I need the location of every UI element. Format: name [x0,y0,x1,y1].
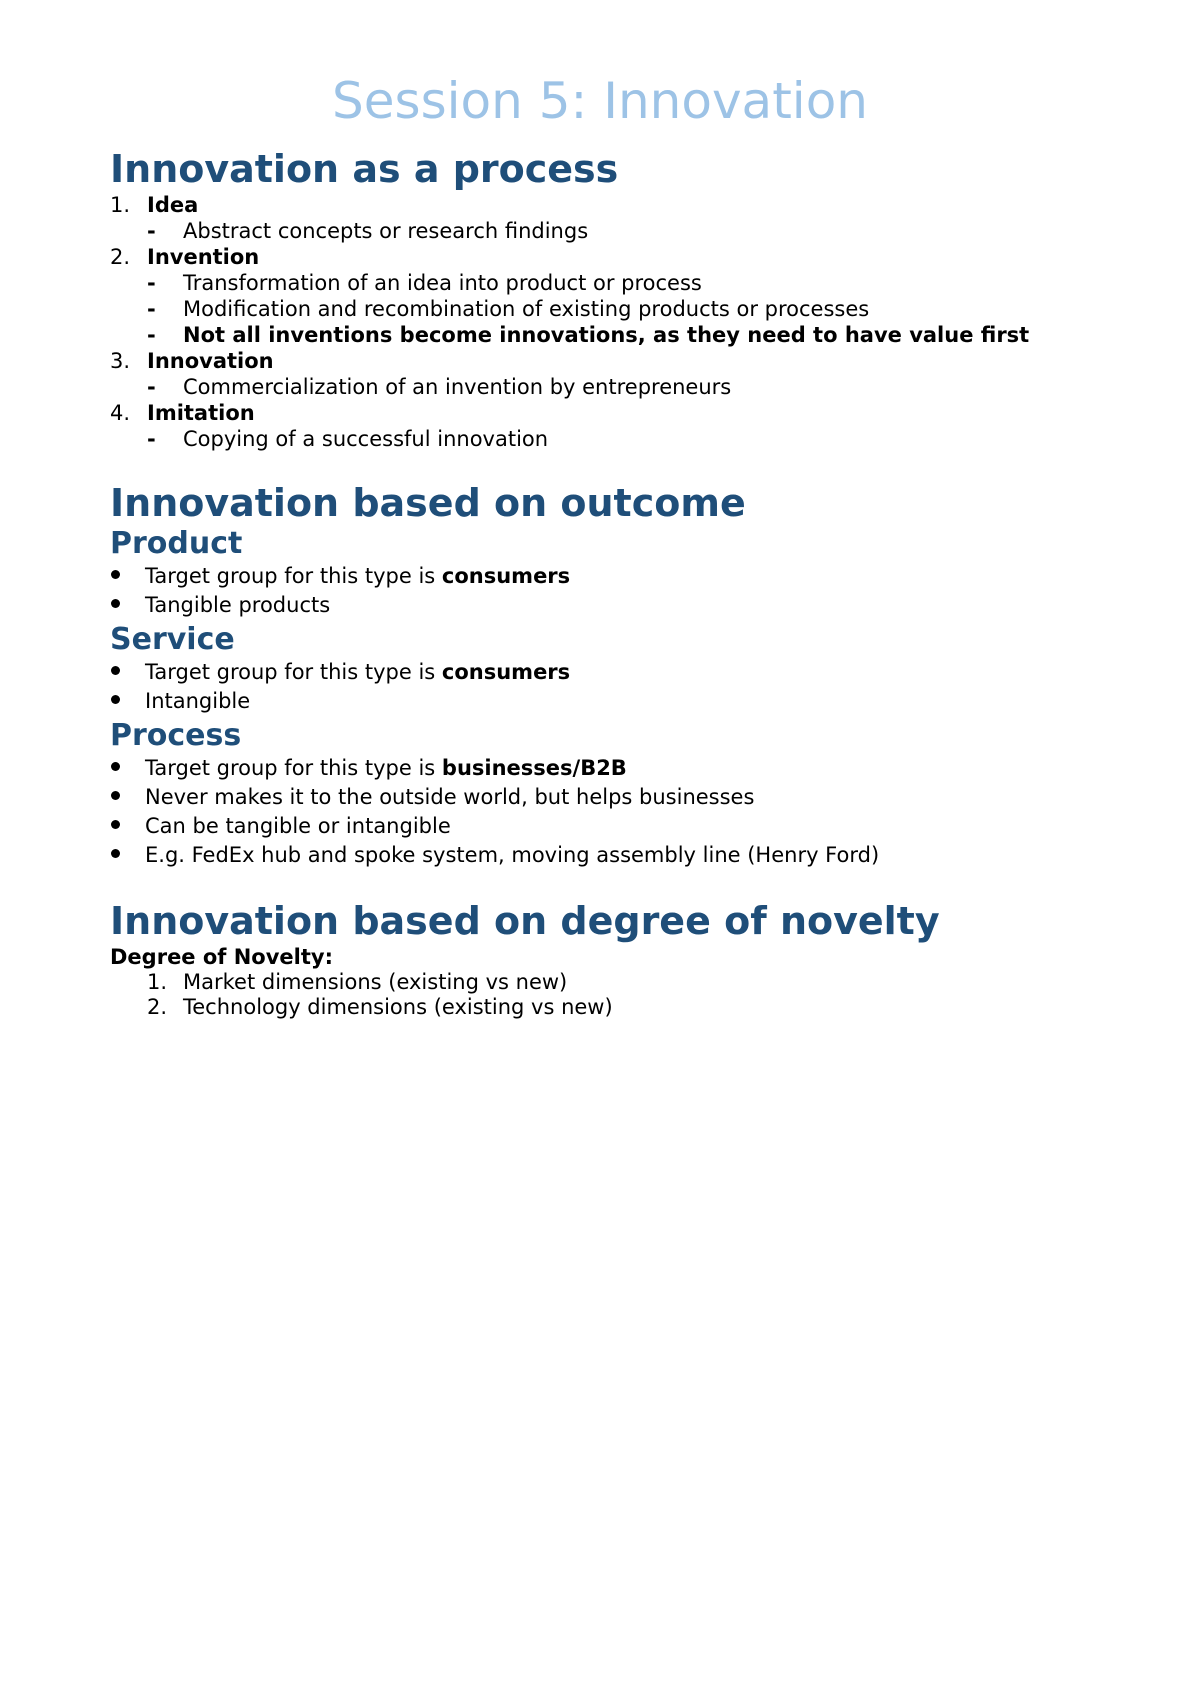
process-step-invention [110,244,1090,348]
service-bullets [110,658,1090,716]
step-point: - Commercialization of an invention by entrepreneurs [147,374,1090,400]
bullet-emphasis: businesses/B2B [441,756,627,780]
bullet-item: Never makes it to the outside world, but helps businesses [110,783,1090,812]
product-bullets [110,562,1090,620]
step-title: Imitation [147,401,255,425]
item-text: Technology dimensions (existing vs new) [183,995,613,1019]
section-innovation-novelty [110,898,1090,1020]
bullet-item: Tangible products [110,591,1090,620]
bullet-item: E.g. FedEx hub and spoke system, moving assembly line (Henry Ford) [110,841,1090,870]
step-points [147,218,1090,244]
section-innovation-outcome [110,480,1090,870]
process-step-idea [110,192,1090,244]
bullet-text: Target group for this type is [145,660,442,684]
step-number: 4. [110,401,131,425]
section-innovation-process [110,146,1090,452]
bullet-emphasis: consumers [441,660,571,684]
bullet-text: Target group for this type is [145,564,442,588]
bullet-emphasis: consumers [441,564,571,588]
subheading-service: Service [110,622,235,657]
novelty-list [110,970,1090,1020]
bullet-item [110,562,1090,591]
step-title: Innovation [147,349,274,373]
novelty-item [147,995,1090,1020]
bullet-item: Intangible [110,687,1090,716]
subheading-process: Process [110,718,242,753]
document-title: Session 5: Innovation [332,72,868,130]
step-title: Idea [147,193,199,217]
step-point: - Copying of a successful innovation [147,426,1090,452]
bullet-item [110,754,1090,783]
process-step-imitation [110,400,1090,452]
section-heading-outcome: Innovation based on outcome [110,481,746,525]
step-point: - Modification and recombination of existing products or processes [147,296,1090,322]
step-number: 1. [110,193,131,217]
step-points [147,426,1090,452]
step-points [147,374,1090,400]
step-number: 2. [110,245,131,269]
step-point-emphasis: - Not all inventions become innovations, as they need to have value first [147,322,1090,348]
novelty-item [147,970,1090,995]
bullet-item: Can be tangible or intangible [110,812,1090,841]
item-number: 2. [147,995,168,1019]
step-number: 3. [110,349,131,373]
step-title: Invention [147,245,260,269]
section-heading-process: Innovation as a process [110,147,619,191]
item-number: 1. [147,970,168,994]
subheading-product: Product [110,526,243,561]
step-point: - Abstract concepts or research findings [147,218,1090,244]
step-points [147,270,1090,348]
novelty-label: Degree of Novelty: [110,945,333,969]
process-bullets [110,754,1090,870]
bullet-text: Target group for this type is [145,756,442,780]
section-heading-novelty: Innovation based on degree of novelty [110,899,940,943]
item-text: Market dimensions (existing vs new) [183,970,568,994]
step-point: - Transformation of an idea into product or process [147,270,1090,296]
process-steps-list [110,192,1090,452]
process-step-innovation [110,348,1090,400]
bullet-item [110,658,1090,687]
